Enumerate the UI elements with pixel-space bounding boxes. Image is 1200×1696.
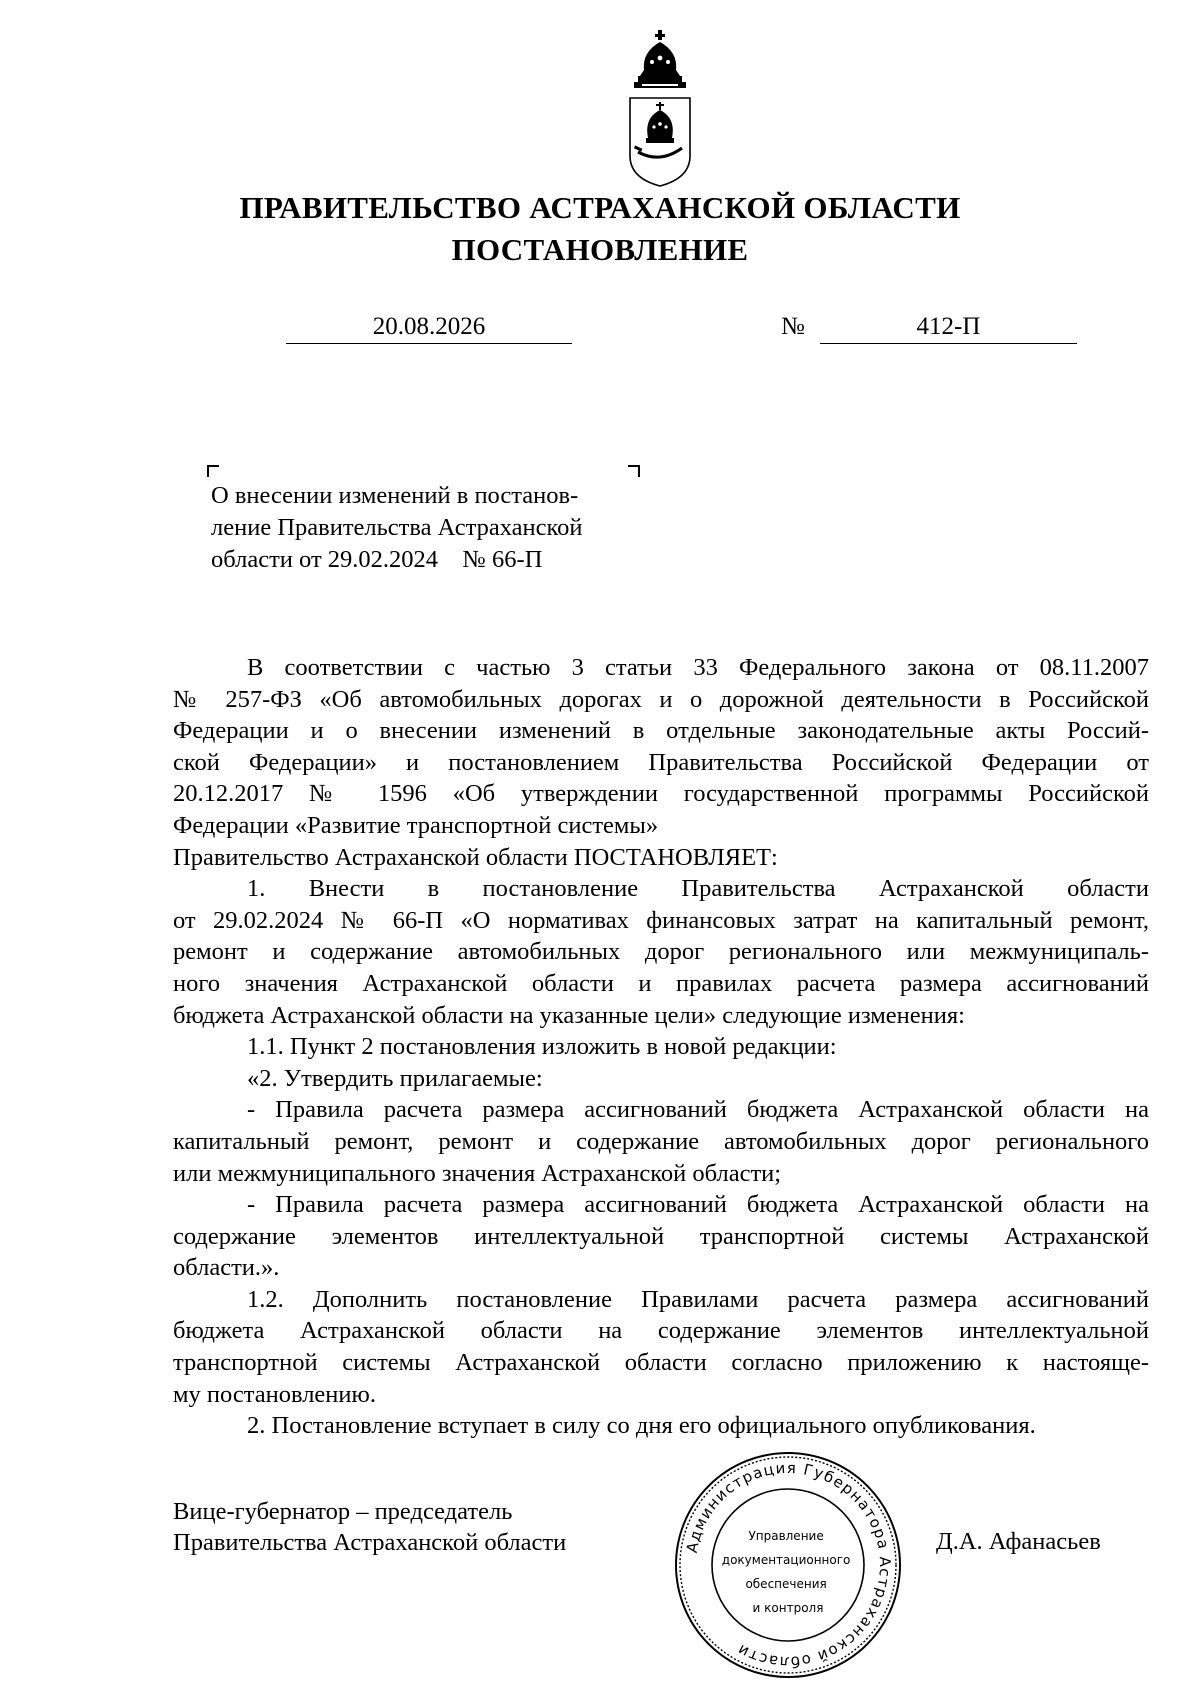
stamp-ring-text: Администрация Губернатора Астраханской области xyxy=(682,1458,895,1672)
body-line: 20.12.2017 № 1596 «Об утверждении государственной программы Российской xyxy=(173,780,1149,808)
body-line: - Правила расчета размера ассигнований бюджета Астраханской области на xyxy=(247,1191,1149,1219)
signatory-name: Д.А. Афанасьев xyxy=(936,1528,1101,1555)
body-line: области.». xyxy=(173,1254,280,1282)
subject-line: области от 29.02.2024 № 66-П xyxy=(211,546,543,573)
body-line: транспортной системы Астраханской области согласно приложению к настояще- xyxy=(173,1349,1149,1377)
body-line: содержание элементов интеллектуальной транспортной системы Астраханской xyxy=(173,1222,1149,1250)
body-line: му постановлению. xyxy=(173,1380,376,1408)
svg-text:Управление документационно xyxy=(722,1529,854,1615)
body-line: 1.2. Дополнить постановление Правилами расчета размера ассигнований xyxy=(247,1285,1149,1313)
body-line: № 257-ФЗ «Об автомобильных дорогах и о дорожной деятельности в Российской xyxy=(173,685,1149,713)
body-line: Федерации «Развитие транспортной системы» xyxy=(173,811,659,839)
subject-corner-left xyxy=(207,465,219,477)
stamp-center-line: Управление xyxy=(748,1529,824,1543)
body-line: капитальный ремонт, ремонт и содержание автомобильных дорог регионального xyxy=(173,1127,1149,1155)
signatory-title-line: Правительства Астраханской области xyxy=(173,1529,567,1556)
coat-of-arms-emblem xyxy=(620,28,700,188)
subject-line: О внесении изменений в постанов- xyxy=(211,482,579,509)
body-line: или межмуниципального значения Астраханской области; xyxy=(173,1159,782,1187)
subject-line: ление Правительства Астраханской xyxy=(211,514,583,541)
stamp-center-line: документационного xyxy=(721,1553,851,1567)
document-number: 412-П xyxy=(820,313,1077,344)
body-line: Правительство Астраханской области ПОСТАНОВЛЯЕТ: xyxy=(173,843,778,871)
signatory-title xyxy=(173,1496,566,1558)
official-stamp xyxy=(673,1450,903,1680)
body-line: ской Федерации» и постановлением Правительства Российской Федерации от xyxy=(173,748,1149,776)
document-type-title: ПОСТАНОВЛЕНИЕ xyxy=(451,232,749,267)
subject-block xyxy=(211,480,639,576)
stamp-center-line: обеспечения xyxy=(745,1577,827,1591)
body-line: 1. Внести в постановление Правительства Астраханской области xyxy=(247,875,1149,903)
body-line: В соответствии с частью 3 статьи 33 Федерального закона от 08.11.2007 xyxy=(247,654,1149,681)
body-line: - Правила расчета размера ассигнований бюджета Астраханской области на xyxy=(247,1096,1149,1124)
document-date: 20.08.2026 xyxy=(286,313,572,344)
subject-corner-right xyxy=(628,465,640,477)
stamp-center-line: и контроля xyxy=(752,1601,824,1615)
body-line: бюджета Астраханской области на содержание элементов интеллектуальной xyxy=(173,1317,1149,1345)
body-line: «2. Утвердить прилагаемые: xyxy=(247,1064,543,1092)
document-body xyxy=(173,652,1149,1442)
body-line: от 29.02.2024 № 66-П «О нормативах финансовых затрат на капитальный ремонт, xyxy=(173,906,1149,934)
body-line: 1.1. Пункт 2 постановления изложить в новой редакции: xyxy=(247,1033,837,1061)
signatory-title-line: Вице-губернатор – председатель xyxy=(173,1498,513,1525)
body-line: ремонт и содержание автомобильных дорог регионального или межмуниципаль- xyxy=(173,938,1149,966)
body-line: 2. Постановление вступает в силу со дня его официального опубликования. xyxy=(247,1412,1036,1440)
number-sign: № xyxy=(781,313,805,340)
body-line: Федерации и о внесении изменений в отдельные законодательные акты Россий- xyxy=(173,717,1149,745)
body-line: бюджета Астраханской области на указанные цели» следующие изменения: xyxy=(173,1001,965,1029)
organization-title: ПРАВИТЕЛЬСТВО АСТРАХАНСКОЙ ОБЛАСТИ xyxy=(239,190,961,225)
body-line: ного значения Астраханской области и правилах расчета размера ассигнований xyxy=(173,969,1149,997)
